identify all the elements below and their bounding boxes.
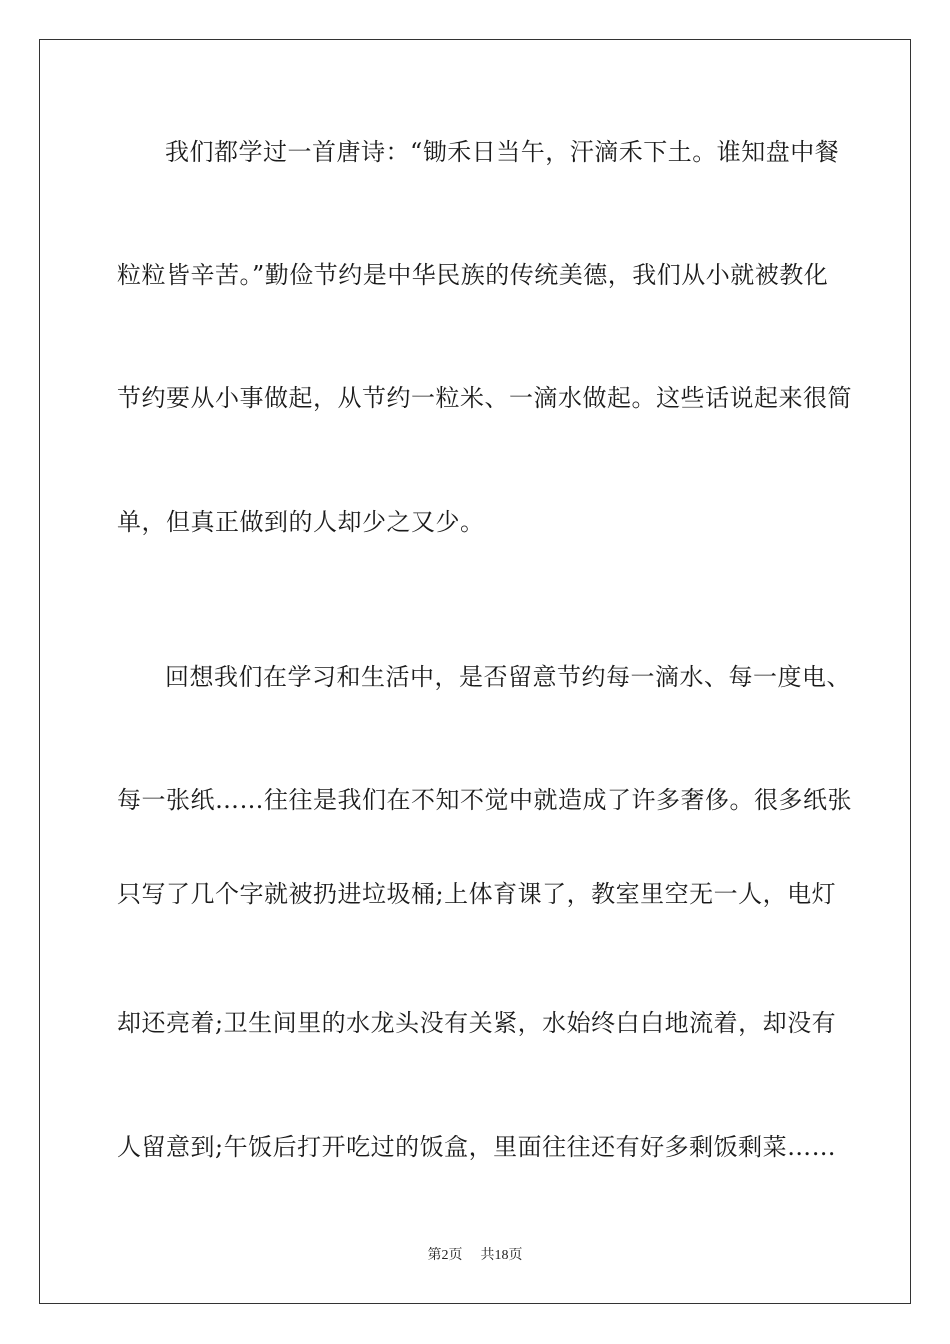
- text-line: 却还亮着;卫生间里的水龙头没有关紧，水始终白白地流着，却没有: [117, 1009, 837, 1037]
- text-line: 人留意到;午饭后打开吃过的饭盒，里面往往还有好多剩饭剩菜……: [117, 1133, 837, 1161]
- text-line: 我们都学过一首唐诗：“锄禾日当午，汗滴禾下土。谁知盘中餐: [165, 138, 840, 166]
- page-footer: [0, 1247, 950, 1265]
- text-line: 粒粒皆辛苦。”勤俭节约是中华民族的传统美德，我们从小就被教化: [117, 261, 829, 289]
- text-line: 每一张纸……往往是我们在不知不觉中就造成了许多奢侈。很多纸张: [117, 786, 852, 814]
- text-line: 节约要从小事做起，从节约一粒米、一滴水做起。这些话说起来很简: [117, 384, 852, 412]
- text-line: 回想我们在学习和生活中，是否留意节约每一滴水、每一度电、: [165, 663, 851, 691]
- text-line: 只写了几个字就被扔进垃圾桶;上体育课了，教室里空无一人，电灯: [117, 880, 837, 908]
- page-total: 共18页: [480, 1248, 523, 1263]
- text-line: 单，但真正做到的人却少之又少。: [117, 508, 485, 536]
- page-number: 第2页: [427, 1248, 463, 1263]
